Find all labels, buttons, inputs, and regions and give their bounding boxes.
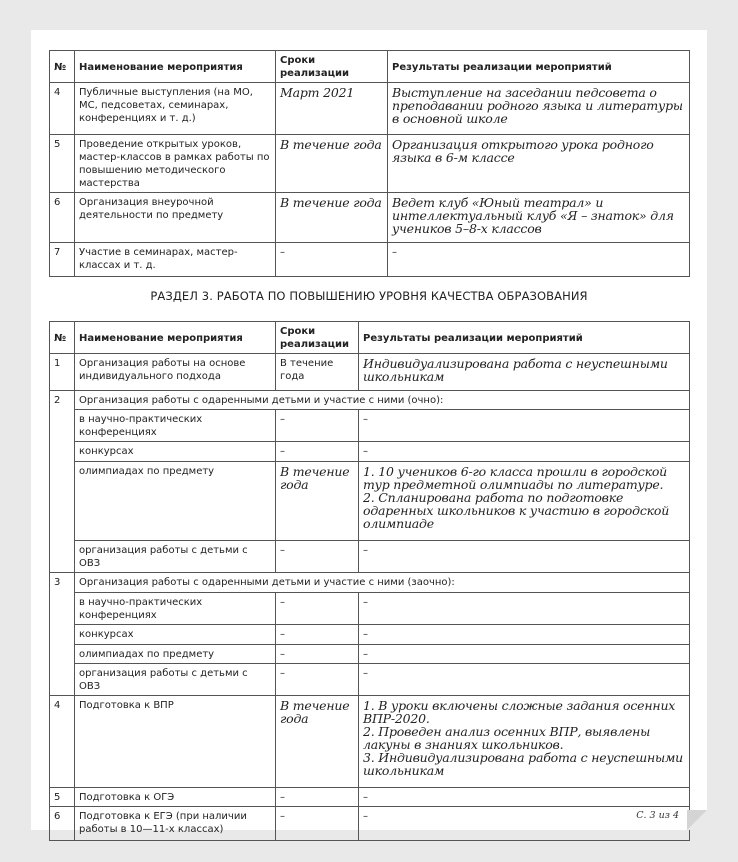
subrow-term: – <box>276 541 359 573</box>
row-name: Организация работы на основе индивидуального подхода <box>75 354 276 391</box>
table-row <box>50 243 690 277</box>
row-name: Участие в семинарах, мастер-классах и т. д. <box>75 243 276 277</box>
row-term: Март 2021 <box>276 83 388 135</box>
subrow-result: 1. 10 учеников 6-го класса прошли в городской тур предметной олимпиады по литературе. 2. Спланирована работа по подготовке одаренных школьников к участию в городской олимпиаде <box>359 462 690 541</box>
row-num: 2 <box>50 391 75 573</box>
subrow-result: – <box>359 410 690 442</box>
table-row <box>50 354 690 391</box>
table-row <box>50 391 690 410</box>
subrow-result: – <box>359 442 690 462</box>
section-title: РАЗДЕЛ 3. РАБОТА ПО ПОВЫШЕНИЮ УРОВНЯ КАЧЕСТВА ОБРАЗОВАНИЯ <box>150 289 588 303</box>
row-term: В течение года <box>276 193 388 243</box>
table-subrow <box>50 541 690 573</box>
header-name: Наименование мероприятия <box>75 51 276 83</box>
row-result: – <box>359 807 690 841</box>
subrow-name: организация работы с детьми с ОВЗ <box>75 541 276 573</box>
row-name: Подготовка к ВПР <box>75 696 276 788</box>
header-result: Результаты реализации мероприятий <box>388 51 690 83</box>
row-term: В течение года <box>276 354 359 391</box>
subrow-result: – <box>359 625 690 645</box>
table-subrow <box>50 410 690 442</box>
subrow-name: конкурсах <box>75 625 276 645</box>
subrow-name: олимпиадах по предмету <box>75 645 276 664</box>
row-num: 1 <box>50 354 75 391</box>
row-num: 5 <box>50 135 75 193</box>
row-num: 4 <box>50 83 75 135</box>
table-subrow <box>50 462 690 541</box>
row-result: 1. В уроки включены сложные задания осенних ВПР-2020. 2. Проведен анализ осенних ВПР, выявлены лакуны в знаниях школьников. 3. Индивидуализирована работа с неуспешными школьникам <box>359 696 690 788</box>
header-term: Сроки реализации <box>276 51 388 83</box>
subrow-term: – <box>276 664 359 696</box>
row-name: Проведение открытых уроков, мастер-классов в рамках работы по повышению методического мастерства <box>75 135 276 193</box>
subrow-term: В течение года <box>276 462 359 541</box>
row-result: Организация открытого урока родного языка в 6-м классе <box>388 135 690 193</box>
subrow-result: – <box>359 645 690 664</box>
activities-table <box>49 50 690 277</box>
subrow-result: – <box>359 593 690 625</box>
table-row <box>50 696 690 788</box>
header-num: № <box>50 51 75 83</box>
table-header-row <box>50 51 690 83</box>
row-name: Подготовка к ЕГЭ (при наличии работы в 10—11-х классах) <box>75 807 276 841</box>
subrow-term: – <box>276 645 359 664</box>
row-name: Подготовка к ОГЭ <box>75 788 276 807</box>
table-row <box>50 807 690 841</box>
header-num: № <box>50 322 75 354</box>
row-result: Выступление на заседании педсовета о преподавании родного языка и литературы в основной школе <box>388 83 690 135</box>
row-result: Ведет клуб «Юный театрал» и интеллектуальный клуб «Я – знаток» для учеников 5–8-х классов <box>388 193 690 243</box>
document-page <box>31 30 707 835</box>
row-result: Индивидуализирована работа с неуспешными школьникам <box>359 354 690 391</box>
header-term: Сроки реализации <box>276 322 359 354</box>
subrow-name: в научно-практических конференциях <box>75 593 276 625</box>
table-row <box>50 193 690 243</box>
table-row <box>50 573 690 593</box>
row-num: 5 <box>50 788 75 807</box>
header-result: Результаты реализации мероприятий <box>359 322 690 354</box>
row-group-title: Организация работы с одаренными детьми и участие с ними (заочно): <box>75 573 690 593</box>
row-term: В течение года <box>276 135 388 193</box>
subrow-name: олимпиадах по предмету <box>75 462 276 541</box>
table-subrow <box>50 593 690 625</box>
row-result: – <box>359 788 690 807</box>
subrow-name: в научно-практических конференциях <box>75 410 276 442</box>
row-num: 3 <box>50 573 75 696</box>
subrow-result: – <box>359 664 690 696</box>
row-group-title: Организация работы с одаренными детьми и участие с ними (очно): <box>75 391 690 410</box>
subrow-result: – <box>359 541 690 573</box>
subrow-term: – <box>276 442 359 462</box>
row-num: 4 <box>50 696 75 788</box>
table-row <box>50 135 690 193</box>
row-term: – <box>276 807 359 841</box>
row-name: Публичные выступления (на МО, МС, педсоветах, семинарах, конференциях и т. д.) <box>75 83 276 135</box>
row-result: – <box>388 243 690 277</box>
header-name: Наименование мероприятия <box>75 322 276 354</box>
row-num: 6 <box>50 193 75 243</box>
row-num: 7 <box>50 243 75 277</box>
subrow-term: – <box>276 625 359 645</box>
table-row <box>50 83 690 135</box>
table-subrow <box>50 625 690 645</box>
page-number: С. 3 из 4 <box>636 810 679 821</box>
row-num: 6 <box>50 807 75 841</box>
row-term: В течение года <box>276 696 359 788</box>
table-row <box>50 788 690 807</box>
table-subrow <box>50 645 690 664</box>
row-name: Организация внеурочной деятельности по предмету <box>75 193 276 243</box>
table-header-row <box>50 322 690 354</box>
table-subrow <box>50 664 690 696</box>
row-term: – <box>276 788 359 807</box>
subrow-name: конкурсах <box>75 442 276 462</box>
table-subrow <box>50 442 690 462</box>
quality-table <box>49 321 690 841</box>
subrow-term: – <box>276 410 359 442</box>
subrow-term: – <box>276 593 359 625</box>
subrow-name: организация работы с детьми с ОВЗ <box>75 664 276 696</box>
page-fold-corner <box>687 810 707 830</box>
row-term: – <box>276 243 388 277</box>
